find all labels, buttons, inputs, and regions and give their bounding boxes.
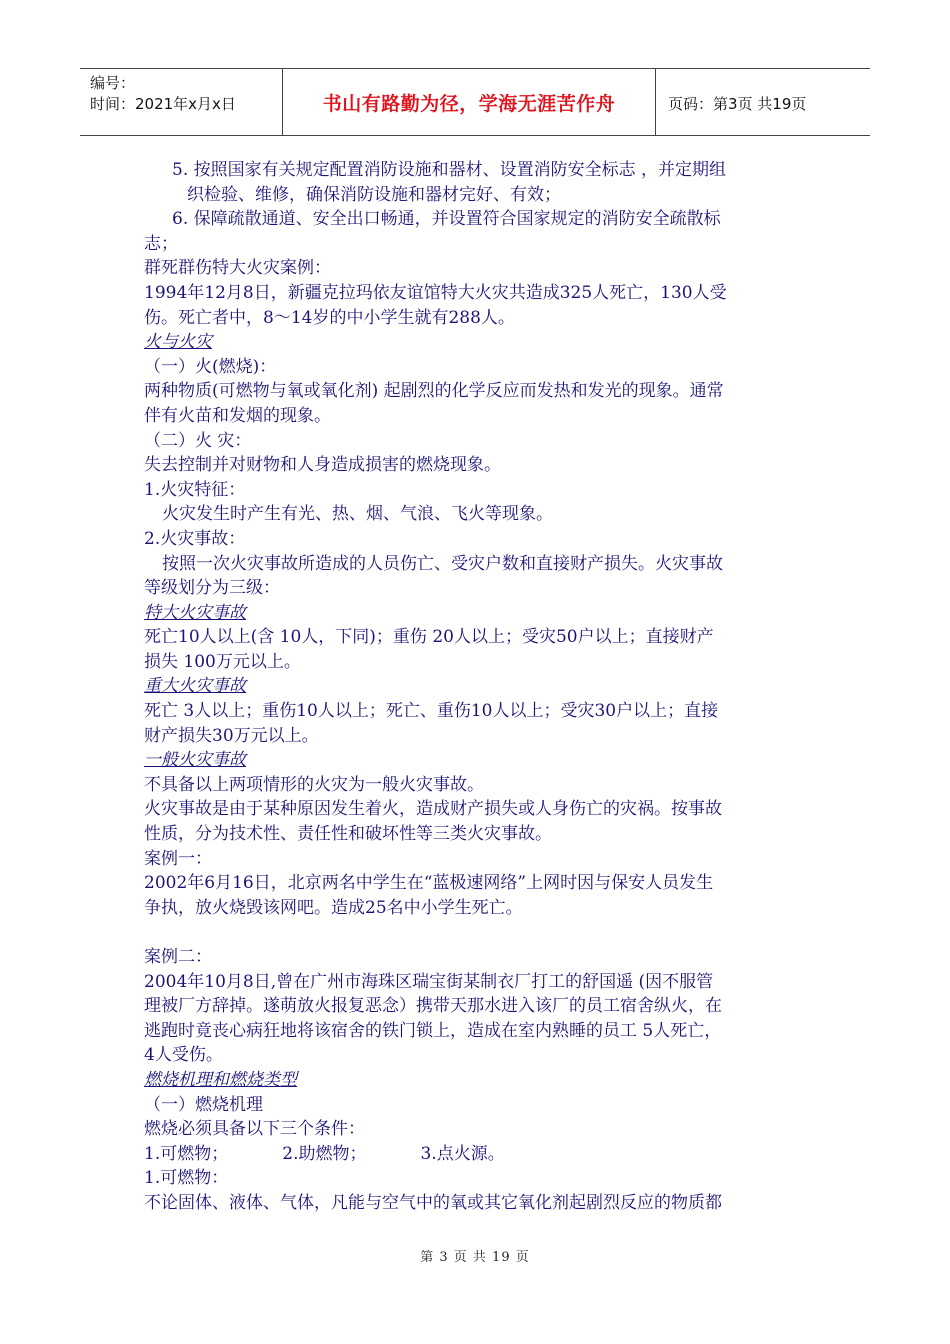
text-line: 群死群伤特大火灾案例：: [144, 258, 331, 279]
text-line: 逃跑时竟丧心病狂地将该宿舍的铁门锁上，造成在室内熟睡的员工 5人死亡，: [144, 1020, 722, 1041]
text-line: 火灾事故是由于某种原因发生着火，造成财产损失或人身伤亡的灾祸。按事故: [144, 799, 722, 820]
page-footer: 第 3 页 共 19 页: [420, 1250, 530, 1265]
text-line: 争执，放火烧毁该网吧。造成25名中小学生死亡。: [144, 897, 523, 918]
doc-time-label: 时间：2021年x月x日: [90, 95, 236, 113]
text-line: 性质，分为技术性、责任性和破坏性等三类火灾事故。: [144, 824, 552, 845]
text-line: 案例一：: [144, 848, 212, 869]
text-line: 损失 100万元以上。: [144, 651, 301, 672]
text-line: 理被厂方辞掉。遂萌放火报复恶念）携带天那水进入该厂的员工宿舍纵火，在: [144, 996, 722, 1017]
text-line: 4人受伤。: [144, 1045, 223, 1066]
text-line: 燃烧必须具备以下三个条件：: [144, 1119, 365, 1140]
text-line: 财产损失30万元以上。: [144, 725, 319, 746]
text-line: （一）燃烧机理: [144, 1094, 263, 1115]
section-heading: 火与火灾: [144, 332, 212, 353]
text-line: 不论固体、液体、气体，凡能与空气中的氧或其它氧化剂起剧烈反应的物质都: [144, 1192, 722, 1213]
blank-line: [144, 920, 814, 945]
text-line: 失去控制并对财物和人身造成损害的燃烧现象。: [144, 455, 501, 476]
section-heading: 燃烧机理和燃烧类型: [144, 1069, 297, 1090]
text-line: 不具备以上两项情形的火灾为一般火灾事故。: [144, 774, 484, 795]
doc-number-label: 编号：: [90, 74, 136, 92]
header-motto: 书山有路勤为径，学海无涯苦作舟: [322, 93, 616, 115]
text-line: 5. 按照国家有关规定配置消防设施和器材、设置消防安全标志 ，并定期组: [172, 160, 727, 180]
text-line: 伤。死亡者中，8～14岁的中小学生就有288人。: [144, 307, 515, 328]
text-line: 织检验、维修，确保消防设施和器材完好、有效；: [187, 184, 561, 205]
section-heading: 一般火灾事故: [144, 750, 246, 771]
page-header: [80, 68, 870, 136]
text-line: 按照一次火灾事故所造成的人员伤亡、受灾户数和直接财产损失。火灾事故: [162, 553, 723, 574]
text-line: 6. 保障疏散通道、安全出口畅通，并设置符合国家规定的消防安全疏散标: [172, 209, 721, 230]
text-line: 1.可燃物； 2.助燃物； 3.点火源。: [144, 1143, 505, 1164]
text-line: 2.火灾事故：: [144, 528, 246, 549]
header-meta: [90, 73, 236, 115]
text-line: （一）火(燃烧)：: [144, 356, 277, 377]
text-line: 1.可燃物：: [144, 1168, 229, 1189]
header-divider: [655, 69, 656, 135]
text-line: 志；: [144, 233, 178, 254]
text-line: （二）火 灾：: [144, 430, 252, 451]
text-line: 案例二：: [144, 947, 212, 967]
document-body: [144, 158, 814, 1216]
section-heading: 重大火灾事故: [144, 676, 246, 697]
text-line: 火灾发生时产生有光、热、烟、气浪、飞火等现象。: [162, 504, 553, 525]
text-line: 2002年6月16日，北京两名中学生在“蓝极速网络”上网时因与保安人员发生: [144, 873, 714, 894]
text-line: 伴有火苗和发烟的现象。: [144, 405, 331, 426]
header-page-number: 页码：第3页 共19页: [668, 95, 807, 113]
text-line: 2004年10月8日,曾在广州市海珠区瑞宝街某制衣厂打工的舒国遥 (因不服管: [144, 971, 714, 992]
text-line: 死亡10人以上(含 10人，下同)；重伤 20人以上；受灾50户以上；直接财产: [144, 627, 714, 648]
text-line: 两种物质(可燃物与氧或氧化剂) 起剧烈的化学反应而发热和发光的现象。通常: [144, 381, 724, 402]
section-heading: 特大火灾事故: [144, 602, 246, 623]
text-line: 1994年12月8日，新疆克拉玛依友谊馆特大火灾共造成325人死亡，130人受: [144, 282, 727, 303]
text-line: 死亡 3人以上；重伤10人以上；死亡、重伤10人以上；受灾30户以上；直接: [144, 701, 719, 722]
text-line: 等级划分为三级：: [144, 578, 280, 599]
text-line: 1.火灾特征：: [144, 479, 246, 500]
